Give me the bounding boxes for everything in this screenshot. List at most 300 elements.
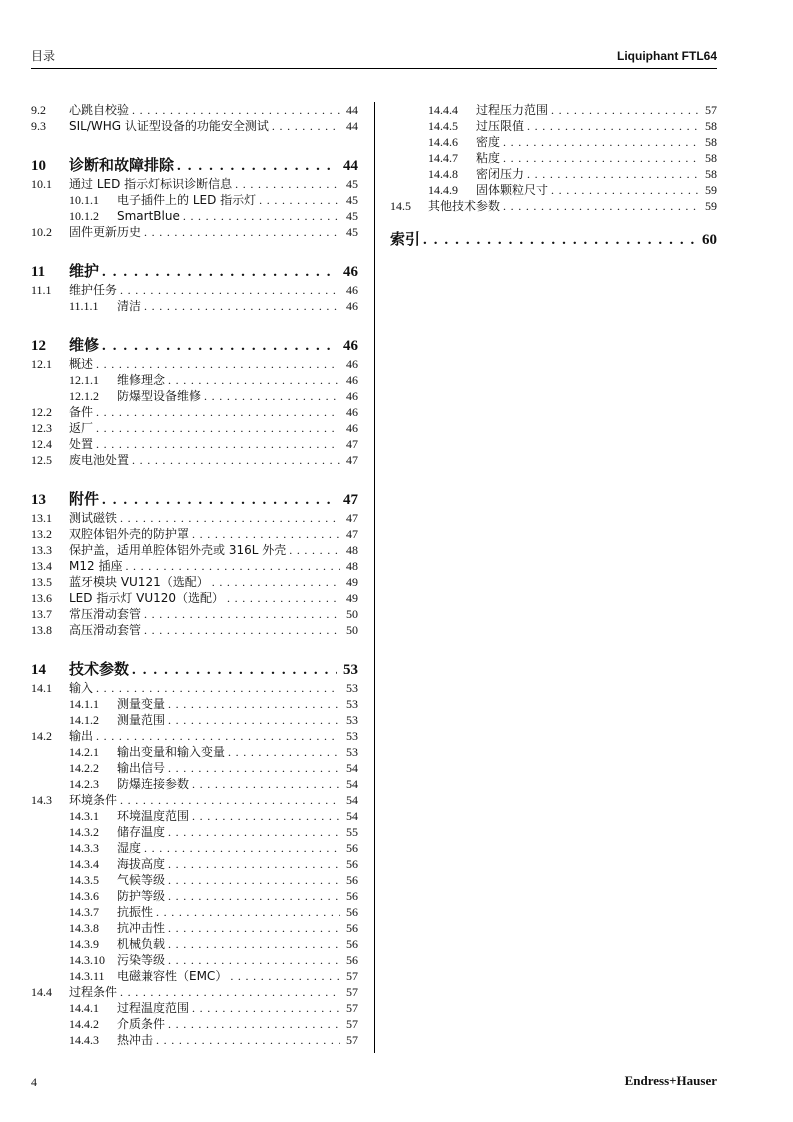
toc-leader-dots	[168, 712, 340, 728]
toc-entry-number: 12.1.2	[69, 389, 99, 403]
toc-entry-title: 环境条件	[69, 793, 118, 807]
toc-entry[interactable]	[31, 888, 358, 904]
toc-entry-number: 10.1.2	[69, 209, 99, 223]
toc-entry-page: 47	[346, 437, 358, 451]
toc-entry-number: 14.3.8	[69, 921, 99, 935]
toc-leader-dots	[144, 622, 340, 638]
toc-leader-dots	[96, 680, 340, 696]
toc-leader-dots	[212, 574, 340, 590]
header-product-name: Liquiphant FTL64	[617, 49, 717, 63]
toc-entry[interactable]	[31, 696, 358, 712]
toc-entry-title: 备件	[69, 405, 94, 419]
toc-entry-page: 49	[346, 575, 358, 589]
toc-entry-number: 12.2	[31, 405, 52, 419]
toc-entry-title: 高压滑动套管	[69, 623, 142, 637]
toc-entry-page: 59	[705, 183, 717, 197]
toc-entry-title: 双腔体铝外壳的防护罩	[69, 527, 190, 541]
toc-leader-dots	[527, 118, 699, 134]
toc-entry-number: 14.4.2	[69, 1017, 99, 1031]
toc-entry-title: 抗冲击性	[117, 921, 166, 935]
toc-entry-number: 14.2.3	[69, 777, 99, 791]
toc-entry-page: 46	[346, 421, 358, 435]
toc-entry[interactable]	[31, 404, 358, 420]
toc-entry[interactable]	[31, 1000, 358, 1016]
toc-chapter-entry[interactable]	[31, 334, 358, 356]
toc-entry[interactable]	[31, 606, 358, 622]
toc-leader-dots	[192, 526, 340, 542]
toc-entry[interactable]	[31, 872, 358, 888]
header-rule	[31, 68, 717, 69]
toc-leader-dots	[289, 542, 340, 558]
toc-entry-page: 47	[343, 492, 358, 508]
toc-entry-title: 附件	[69, 490, 100, 508]
toc-entry[interactable]	[390, 102, 717, 118]
toc-entry[interactable]	[31, 856, 358, 872]
toc-leader-dots	[230, 968, 340, 984]
toc-entry-title: 防爆型设备维修	[117, 389, 202, 403]
toc-entry[interactable]	[31, 452, 358, 468]
toc-leader-dots	[503, 198, 699, 214]
toc-entry-number: 14.3.11	[69, 969, 105, 983]
toc-entry[interactable]	[31, 1032, 358, 1048]
toc-leader-dots	[120, 792, 340, 808]
toc-entry-page: 53	[346, 745, 358, 759]
toc-entry-title: 废电池处置	[69, 453, 130, 467]
toc-entry-number: 14.3.6	[69, 889, 99, 903]
toc-entry-page: 48	[346, 543, 358, 557]
toc-entry-title: 密度	[476, 135, 501, 149]
toc-entry-title: 清洁	[117, 299, 142, 313]
toc-entry-number: 14.4.3	[69, 1033, 99, 1047]
toc-leader-dots	[96, 728, 340, 744]
toc-entry-page: 57	[705, 103, 717, 117]
toc-entry-title: 输入	[69, 681, 94, 695]
toc-entry-title: 粘度	[476, 151, 501, 165]
toc-entry-title: 储存温度	[117, 825, 166, 839]
toc-entry-title: 返厂	[69, 421, 94, 435]
toc-entry-page: 57	[346, 1001, 358, 1015]
toc-chapter-entry[interactable]	[31, 154, 358, 176]
toc-entry[interactable]	[31, 728, 358, 744]
toc-leader-dots	[192, 776, 340, 792]
toc-entry-number: 12.1.1	[69, 373, 99, 387]
toc-entry-title: 常压滑动套管	[69, 607, 142, 621]
toc-entry-number: 14.4	[31, 985, 52, 999]
toc-entry-page: 48	[346, 559, 358, 573]
toc-leader-dots	[168, 872, 340, 888]
toc-entry-title: 通过 LED 指示灯标识诊断信息	[69, 177, 233, 191]
toc-entry[interactable]	[31, 558, 358, 574]
toc-entry-number: 11.1.1	[69, 299, 99, 313]
toc-leader-dots	[96, 436, 340, 452]
toc-entry[interactable]	[31, 282, 358, 298]
toc-leader-dots	[168, 936, 340, 952]
toc-entry-number: 14.2.1	[69, 745, 99, 759]
toc-entry-number: 14	[31, 662, 46, 678]
toc-entry-page: 59	[705, 199, 717, 213]
toc-entry-title: 环境温度范围	[117, 809, 190, 823]
toc-entry-title: SmartBlue	[117, 209, 180, 223]
toc-entry-title: 测量范围	[117, 713, 166, 727]
toc-leader-dots	[192, 808, 340, 824]
toc-entry-number: 14.3.9	[69, 937, 99, 951]
toc-entry-title: LED 指示灯 VU120（选配）	[69, 591, 225, 605]
toc-entry[interactable]	[390, 118, 717, 134]
toc-entry-number: 14.4.9	[428, 183, 458, 197]
toc-entry-page: 46	[346, 299, 358, 313]
toc-entry[interactable]	[31, 1016, 358, 1032]
toc-entry-page: 53	[343, 662, 358, 678]
toc-leader-dots	[102, 261, 337, 283]
toc-entry[interactable]	[390, 198, 717, 214]
toc-entry-title: 维护	[69, 262, 100, 280]
toc-entry[interactable]	[31, 712, 358, 728]
toc-entry-number: 13.5	[31, 575, 52, 589]
toc-entry-title: 介质条件	[117, 1017, 166, 1031]
toc-entry[interactable]	[31, 984, 358, 1000]
toc-entry-title: 心跳自校验	[69, 103, 130, 117]
toc-entry[interactable]	[31, 192, 358, 208]
toc-entry-number: 14.2.2	[69, 761, 99, 775]
toc-left-column	[31, 102, 358, 1048]
toc-entry-title: 电磁兼容性（EMC）	[117, 969, 228, 983]
toc-entry-number: 14.3.10	[69, 953, 105, 967]
toc-entry[interactable]	[31, 904, 358, 920]
toc-entry[interactable]	[31, 118, 358, 134]
toc-entry-number: 14.4.1	[69, 1001, 99, 1015]
toc-leader-dots	[132, 659, 337, 681]
toc-entry-number: 14.4.8	[428, 167, 458, 181]
toc-entry[interactable]	[31, 680, 358, 696]
toc-entry-page: 56	[346, 873, 358, 887]
toc-entry-title: 湿度	[117, 841, 142, 855]
toc-entry-page: 49	[346, 591, 358, 605]
toc-entry[interactable]	[31, 176, 358, 192]
toc-entry[interactable]	[390, 134, 717, 150]
toc-leader-dots	[102, 335, 337, 357]
toc-entry[interactable]	[31, 298, 358, 314]
toc-entry-number: 9.3	[31, 119, 46, 133]
toc-entry-title: 维修理念	[117, 373, 166, 387]
toc-entry-page: 45	[346, 209, 358, 223]
toc-entry[interactable]	[31, 510, 358, 526]
toc-entry[interactable]	[31, 824, 358, 840]
toc-right-column	[390, 102, 717, 250]
toc-leader-dots	[551, 182, 699, 198]
toc-entry-number: 14.4.4	[428, 103, 458, 117]
toc-chapter-entry[interactable]	[31, 260, 358, 282]
toc-entry-page: 57	[346, 1017, 358, 1031]
toc-entry-number: 12.5	[31, 453, 52, 467]
toc-leader-dots	[168, 696, 340, 712]
toc-entry[interactable]	[31, 952, 358, 968]
toc-entry-title: M12 插座	[69, 559, 123, 573]
toc-leader-dots	[144, 840, 340, 856]
toc-leader-dots	[177, 155, 337, 177]
toc-entry-page: 58	[705, 135, 717, 149]
toc-entry[interactable]	[31, 102, 358, 118]
toc-entry[interactable]	[31, 776, 358, 792]
toc-entry[interactable]	[31, 792, 358, 808]
toc-entry-page: 53	[346, 681, 358, 695]
toc-entry-page: 46	[346, 389, 358, 403]
toc-entry-number: 10.1.1	[69, 193, 99, 207]
toc-leader-dots	[168, 824, 340, 840]
toc-entry-page: 47	[346, 511, 358, 525]
toc-entry-page: 46	[346, 373, 358, 387]
toc-entry[interactable]	[31, 936, 358, 952]
toc-entry-page: 45	[346, 225, 358, 239]
toc-entry[interactable]	[31, 224, 358, 240]
toc-leader-dots	[235, 176, 340, 192]
toc-leader-dots	[144, 606, 340, 622]
toc-leader-dots	[132, 452, 340, 468]
toc-entry-page: 54	[346, 777, 358, 791]
toc-entry-page: 55	[346, 825, 358, 839]
toc-entry-number: 10.2	[31, 225, 52, 239]
toc-entry-page: 53	[346, 713, 358, 727]
toc-leader-dots	[132, 102, 340, 118]
toc-entry-page: 46	[346, 357, 358, 371]
toc-leader-dots	[144, 224, 340, 240]
toc-entry-number: 14.1.1	[69, 697, 99, 711]
toc-entry[interactable]	[31, 388, 358, 404]
toc-leader-dots	[168, 888, 340, 904]
toc-entry-title: 过压限值	[476, 119, 525, 133]
toc-entry-page: 56	[346, 905, 358, 919]
column-divider	[374, 102, 375, 1053]
toc-entry-page: 44	[346, 103, 358, 117]
toc-entry-page: 47	[346, 453, 358, 467]
toc-entry-number: 14.4.6	[428, 135, 458, 149]
toc-entry[interactable]	[31, 622, 358, 638]
toc-entry-title: 热冲击	[117, 1033, 154, 1047]
toc-entry-page: 54	[346, 809, 358, 823]
toc-entry-title: 过程条件	[69, 985, 118, 999]
toc-leader-dots	[125, 558, 340, 574]
toc-entry[interactable]	[31, 744, 358, 760]
toc-entry[interactable]	[31, 760, 358, 776]
toc-leader-dots	[183, 208, 340, 224]
toc-leader-dots	[227, 590, 340, 606]
toc-entry-number: 14.3.7	[69, 905, 99, 919]
toc-entry-number: 12.3	[31, 421, 52, 435]
toc-entry-title: 维护任务	[69, 283, 118, 297]
toc-leader-dots	[423, 229, 696, 251]
toc-entry-number: 14.3.1	[69, 809, 99, 823]
toc-entry-page: 46	[343, 264, 358, 280]
toc-chapter-entry[interactable]	[390, 228, 717, 250]
toc-entry-page: 56	[346, 889, 358, 903]
toc-entry-title: 概述	[69, 357, 94, 371]
toc-entry-page: 53	[346, 729, 358, 743]
toc-entry-number: 11.1	[31, 283, 52, 297]
toc-entry[interactable]	[31, 920, 358, 936]
toc-entry-page: 57	[346, 985, 358, 999]
toc-entry-title: 电子插件上的 LED 指示灯	[117, 193, 257, 207]
toc-leader-dots	[228, 744, 340, 760]
toc-entry-number: 10.1	[31, 177, 52, 191]
toc-entry[interactable]	[31, 436, 358, 452]
toc-entry[interactable]	[31, 840, 358, 856]
toc-entry-number: 12.1	[31, 357, 52, 371]
toc-entry[interactable]	[390, 166, 717, 182]
toc-entry-number: 14.5	[390, 199, 411, 213]
toc-entry-title: 蓝牙模块 VU121（选配）	[69, 575, 209, 589]
toc-entry-page: 60	[702, 232, 717, 248]
toc-entry-title: 密闭压力	[476, 167, 525, 181]
toc-entry-page: 45	[346, 193, 358, 207]
toc-leader-dots	[120, 984, 340, 1000]
toc-entry-page: 54	[346, 793, 358, 807]
toc-entry-number: 12	[31, 338, 46, 354]
toc-entry-title: 海拔高度	[117, 857, 166, 871]
toc-entry[interactable]	[390, 150, 717, 166]
toc-entry-title: 防爆连接参数	[117, 777, 190, 791]
toc-entry-number: 14.1	[31, 681, 52, 695]
toc-entry-page: 56	[346, 857, 358, 871]
toc-entry[interactable]	[31, 542, 358, 558]
toc-leader-dots	[156, 1032, 340, 1048]
toc-entry-title: 输出变量和输入变量	[117, 745, 226, 759]
toc-entry[interactable]	[31, 356, 358, 372]
toc-entry-page: 46	[346, 405, 358, 419]
toc-entry-page: 54	[346, 761, 358, 775]
toc-entry[interactable]	[31, 808, 358, 824]
toc-entry-page: 58	[705, 167, 717, 181]
toc-entry-page: 47	[346, 527, 358, 541]
toc-leader-dots	[259, 192, 340, 208]
toc-leader-dots	[272, 118, 340, 134]
toc-entry-number: 13.8	[31, 623, 52, 637]
toc-leader-dots	[120, 510, 340, 526]
toc-leader-dots	[192, 1000, 340, 1016]
toc-entry-title: 诊断和故障排除	[69, 156, 175, 174]
toc-entry-title: 测量变量	[117, 697, 166, 711]
toc-entry-title: SIL/WHG 认证型设备的功能安全测试	[69, 119, 269, 133]
toc-entry-page: 46	[346, 283, 358, 297]
toc-entry-page: 56	[346, 921, 358, 935]
toc-entry-title: 测试磁铁	[69, 511, 118, 525]
toc-entry-title: 维修	[69, 336, 100, 354]
toc-entry[interactable]	[31, 968, 358, 984]
toc-entry-title: 索引	[390, 230, 421, 248]
toc-leader-dots	[168, 1016, 340, 1032]
toc-leader-dots	[168, 760, 340, 776]
toc-entry-title: 处置	[69, 437, 94, 451]
toc-entry-page: 56	[346, 937, 358, 951]
toc-entry-page: 44	[343, 158, 358, 174]
toc-entry-number: 14.3.3	[69, 841, 99, 855]
toc-entry-page: 56	[346, 841, 358, 855]
toc-entry-page: 57	[346, 969, 358, 983]
toc-entry-title: 固件更新历史	[69, 225, 142, 239]
toc-entry-page: 50	[346, 607, 358, 621]
toc-entry-number: 13	[31, 492, 46, 508]
toc-entry-page: 58	[705, 151, 717, 165]
toc-leader-dots	[96, 356, 340, 372]
toc-leader-dots	[503, 134, 699, 150]
toc-entry-number: 14.3.4	[69, 857, 99, 871]
toc-entry-page: 53	[346, 697, 358, 711]
toc-leader-dots	[168, 372, 340, 388]
toc-entry-number: 14.3	[31, 793, 52, 807]
toc-entry-title: 过程压力范围	[476, 103, 549, 117]
toc-entry-title: 输出信号	[117, 761, 166, 775]
footer-brand: Endress+Hauser	[624, 1073, 717, 1088]
toc-leader-dots	[120, 282, 340, 298]
toc-leader-dots	[503, 150, 699, 166]
toc-entry-title: 过程温度范围	[117, 1001, 190, 1015]
toc-entry-number: 14.2	[31, 729, 52, 743]
toc-entry-title: 机械负载	[117, 937, 166, 951]
toc-entry-number: 13.2	[31, 527, 52, 541]
toc-entry[interactable]	[31, 208, 358, 224]
toc-entry-number: 13.3	[31, 543, 52, 557]
toc-entry[interactable]	[31, 372, 358, 388]
toc-entry-page: 57	[346, 1033, 358, 1047]
header-section-title: 目录	[31, 49, 56, 63]
toc-entry-page: 44	[346, 119, 358, 133]
toc-leader-dots	[168, 920, 340, 936]
toc-leader-dots	[168, 856, 340, 872]
toc-leader-dots	[551, 102, 699, 118]
toc-entry-page: 58	[705, 119, 717, 133]
toc-entry[interactable]	[31, 590, 358, 606]
toc-entry-number: 12.4	[31, 437, 52, 451]
footer-page-number: 4	[31, 1075, 37, 1089]
toc-entry[interactable]	[31, 526, 358, 542]
toc-entry[interactable]	[31, 420, 358, 436]
toc-leader-dots	[168, 952, 340, 968]
toc-entry-number: 13.4	[31, 559, 52, 573]
toc-entry-page: 45	[346, 177, 358, 191]
toc-entry-number: 13.1	[31, 511, 52, 525]
toc-entry-title: 保护盖，适用单腔体铝外壳或 316L 外壳	[69, 543, 287, 557]
toc-entry-title: 其他技术参数	[428, 199, 501, 213]
toc-leader-dots	[102, 489, 337, 511]
toc-entry-title: 气候等级	[117, 873, 166, 887]
toc-entry-title: 防护等级	[117, 889, 166, 903]
toc-entry-number: 14.3.2	[69, 825, 99, 839]
toc-entry-number: 14.4.7	[428, 151, 458, 165]
toc-entry-page: 56	[346, 953, 358, 967]
toc-entry-title: 固体颗粒尺寸	[476, 183, 549, 197]
toc-entry-number: 11	[31, 264, 46, 280]
toc-entry-page: 50	[346, 623, 358, 637]
toc-entry-title: 污染等级	[117, 953, 166, 967]
toc-entry-number: 14.4.5	[428, 119, 458, 133]
toc-entry[interactable]	[390, 182, 717, 198]
toc-entry-title: 输出	[69, 729, 94, 743]
toc-entry-number: 13.7	[31, 607, 52, 621]
toc-leader-dots	[527, 166, 699, 182]
toc-entry-title: 技术参数	[69, 660, 130, 678]
toc-entry-number: 14.1.2	[69, 713, 99, 727]
toc-entry-number: 10	[31, 158, 46, 174]
toc-leader-dots	[156, 904, 340, 920]
toc-entry-number: 13.6	[31, 591, 52, 605]
toc-entry-title: 抗振性	[117, 905, 154, 919]
toc-leader-dots	[204, 388, 340, 404]
toc-leader-dots	[96, 404, 340, 420]
toc-chapter-entry[interactable]	[31, 488, 358, 510]
toc-entry-page: 46	[343, 338, 358, 354]
toc-chapter-entry[interactable]	[31, 658, 358, 680]
toc-leader-dots	[144, 298, 340, 314]
toc-entry-number: 9.2	[31, 103, 46, 117]
toc-entry[interactable]	[31, 574, 358, 590]
